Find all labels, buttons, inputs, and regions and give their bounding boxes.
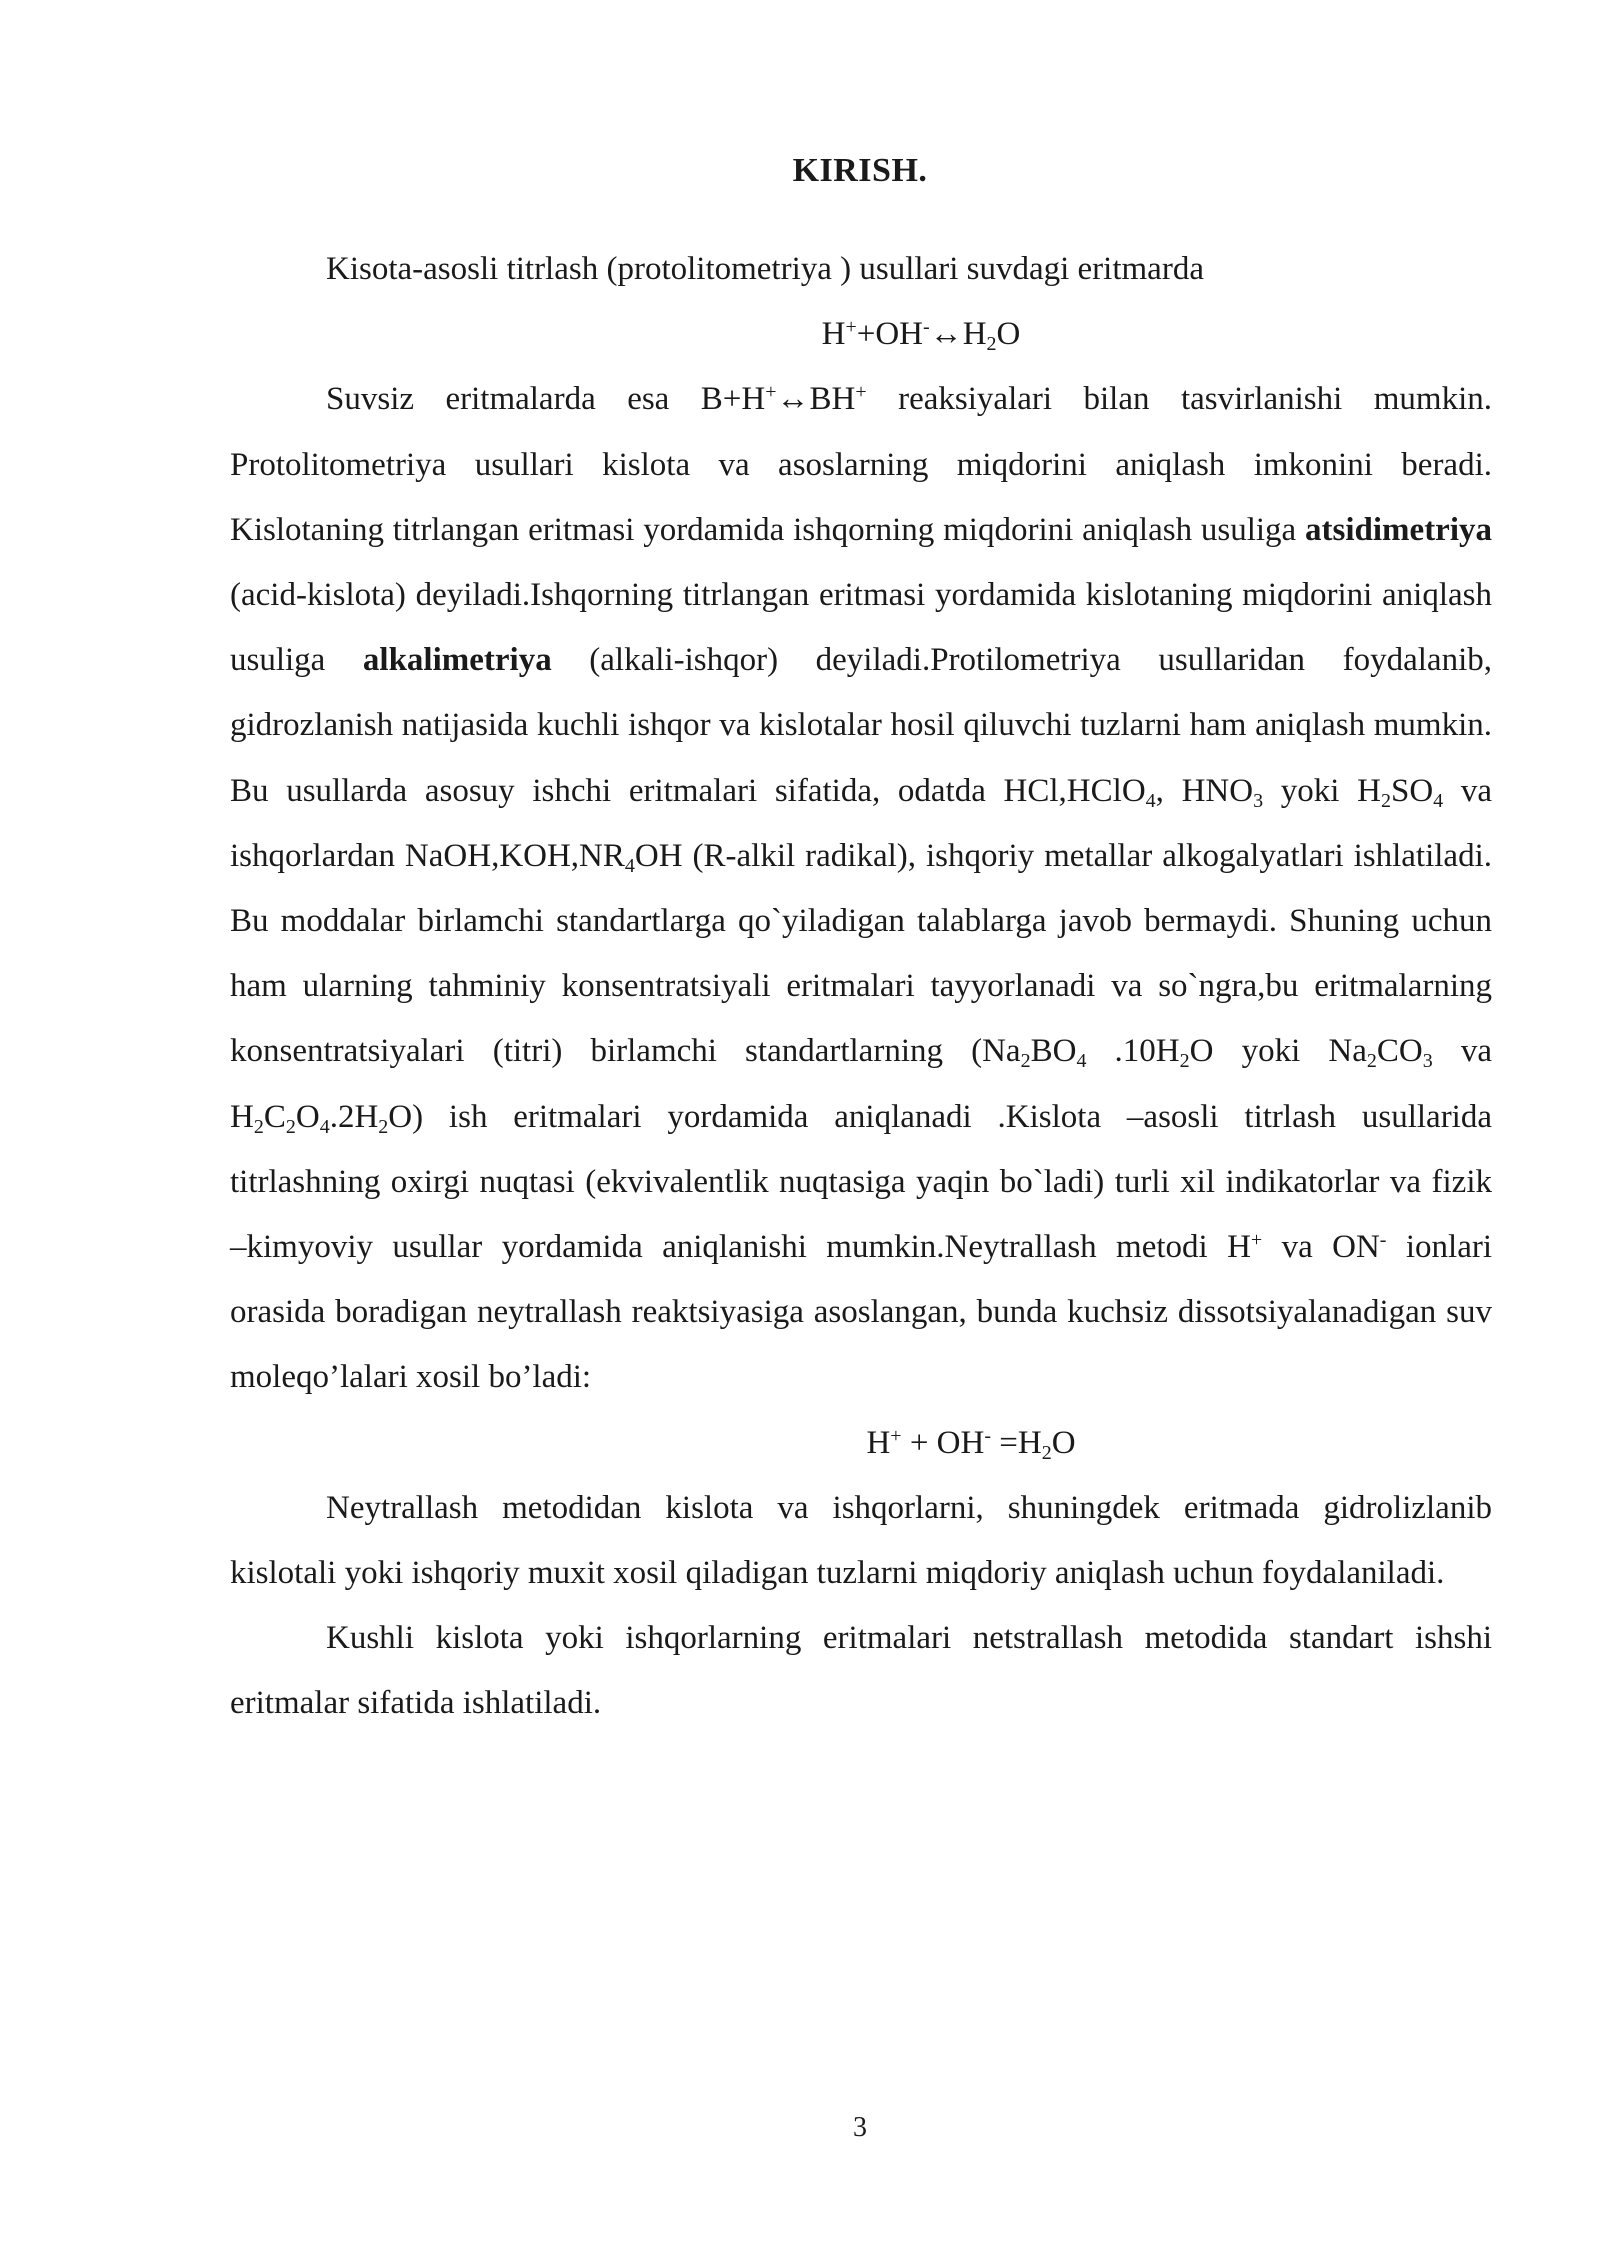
subscript: 4	[624, 854, 635, 877]
subscript: 2	[1179, 1050, 1190, 1073]
text-run: SO	[1390, 772, 1434, 809]
text-run: (alkali-ishqor) deyiladi.Protilometriya usullaridan foydalanib, gidrozlanish natijasida kuchli ishqor va kislotalar hosil qiluvchi tuzlarni ham aniqlash mumkin. Bu usullarda asosuy ishchi eritmalari sifatida, odatda HCl,HClO	[230, 642, 1492, 809]
text-run: O yoki Na	[1189, 1033, 1367, 1070]
paragraph-standard-solutions: Kushli kislota yoki ishqorlarning eritmalari netstrallash metodida standart ishshi eritmalar sifatida ishlatiladi.	[230, 1620, 1492, 1722]
formula-water-equilibrium	[230, 302, 1492, 367]
text-run: reaksiyalari bilan tasvirlanishi mumkin. Protolitometriya usullari kislota va asoslarning miqdorini aniqlash imkonini beradi. Kislotaning titrlangan eritmasi yordamida ishqorning miqdorini aniqlash usuliga	[230, 381, 1492, 548]
subscript: 2	[253, 1115, 264, 1138]
formula-sup: -	[984, 1424, 992, 1447]
text-run: C	[263, 1098, 286, 1135]
superscript: -	[1379, 1229, 1387, 1252]
text-run: O	[295, 1098, 320, 1135]
paragraph-main	[230, 367, 1492, 1410]
text-run: OH (R-alkil radikal), ishqoriy metallar alkogalyatlari ishlatiladi. Bu moddalar birlamchi standartlarga qo`yiladigan talablarga javob bermaydi. Shuning uchun ham ularning tahminiy konsentratsiyali eritmalari tayyorlanadi va so`ngra,bu eritmalarning konsentratsiyalari (titri) birlamchi standartlarning (Na	[230, 837, 1492, 1070]
term-atsidimetriya: atsidimetriya	[1305, 511, 1492, 548]
text-run: ionlari orasida boradigan neytrallash reaktsiyasiga asoslangan, bunda kuchsiz dissotsiyalanadigan suv moleqo’lalari xosil bo’ladi:	[230, 1229, 1492, 1396]
formula-part: H	[962, 316, 987, 353]
superscript: +	[855, 381, 867, 404]
formula-part: O	[1051, 1424, 1076, 1461]
superscript: +	[765, 381, 777, 404]
subscript: 2	[1366, 1050, 1377, 1073]
formula-part: H	[866, 1424, 891, 1461]
text-run: Suvsiz eritmalarda esa B+H	[326, 381, 766, 418]
text-run: .2H	[329, 1098, 379, 1135]
formula-part: O	[996, 316, 1021, 353]
formula-part: + OH	[901, 1424, 985, 1461]
text-run: BH	[809, 381, 856, 418]
page-number: 3	[853, 2112, 867, 2143]
subscript: 4	[1145, 789, 1156, 812]
formula-part: +OH	[856, 316, 924, 353]
term-alkalimetriya: alkalimetriya	[362, 642, 552, 679]
text-run: (acid-kislota) deyiladi.Ishqorning titrlangan eritmasi yordamida kislotaning miqdorini aniqlash usuliga	[230, 577, 1492, 679]
formula-sup: -	[923, 316, 930, 339]
paragraph-neutralization-use: Neytrallash metodidan kislota va ishqorlarni, shuningdek eritmada gidrolizlanib kislotali yoki ishqoriy muxit xosil qiladigan tuzlarni miqdoriy aniqlash uchun foydalaniladi.	[230, 1489, 1492, 1592]
page-title: KIRISH.	[792, 152, 928, 189]
superscript: +	[1250, 1229, 1263, 1252]
text-run: CO	[1376, 1033, 1423, 1070]
text-run: va H	[230, 1033, 1492, 1135]
text-run: , HNO	[1155, 772, 1254, 809]
formula-neutralization	[230, 1411, 1492, 1476]
formula-part: =H	[991, 1424, 1042, 1461]
subscript: 2	[1380, 789, 1391, 812]
formula-sup: +	[845, 316, 857, 339]
formula-part: H	[821, 316, 846, 353]
subscript: 2	[285, 1115, 296, 1138]
body-text	[230, 237, 1492, 1737]
subscript: 4	[319, 1115, 330, 1138]
subscript: 2	[378, 1115, 389, 1138]
text-run: yoki H	[1263, 772, 1381, 809]
paragraph-intro: Kisota-asosli titrlash (protolitometriya ) usullari suvdagi eritmarda	[326, 251, 1204, 287]
subscript: 3	[1253, 789, 1264, 812]
text-run: va ishqorlardan NaOH,KOH,NR	[230, 772, 1492, 874]
arrow-symbol: ↔	[776, 381, 810, 418]
subscript: 3	[1422, 1050, 1433, 1073]
subscript: 4	[1076, 1050, 1087, 1073]
text-run: va ON	[1262, 1229, 1380, 1266]
subscript: 4	[1433, 789, 1444, 812]
formula-sub: 2	[986, 333, 997, 356]
text-run: BO	[1030, 1033, 1077, 1070]
text-run: .10H	[1086, 1033, 1180, 1070]
arrow-symbol: ↔	[929, 316, 963, 353]
subscript: 2	[1020, 1050, 1031, 1073]
text-run: O) ish eritmalari yordamida aniqlanadi .Kislota –asosli titrlash usullarida titrlashning oxirgi nuqtasi (ekvivalentlik nuqtasiga yaqin bo`ladi) turli xil indikatorlar va fizik –kimyoviy usullar yordamida aniqlanishi mumkin.Neytrallash metodi H	[230, 1098, 1492, 1266]
formula-sup: +	[890, 1424, 902, 1447]
formula-sub: 2	[1041, 1441, 1052, 1464]
